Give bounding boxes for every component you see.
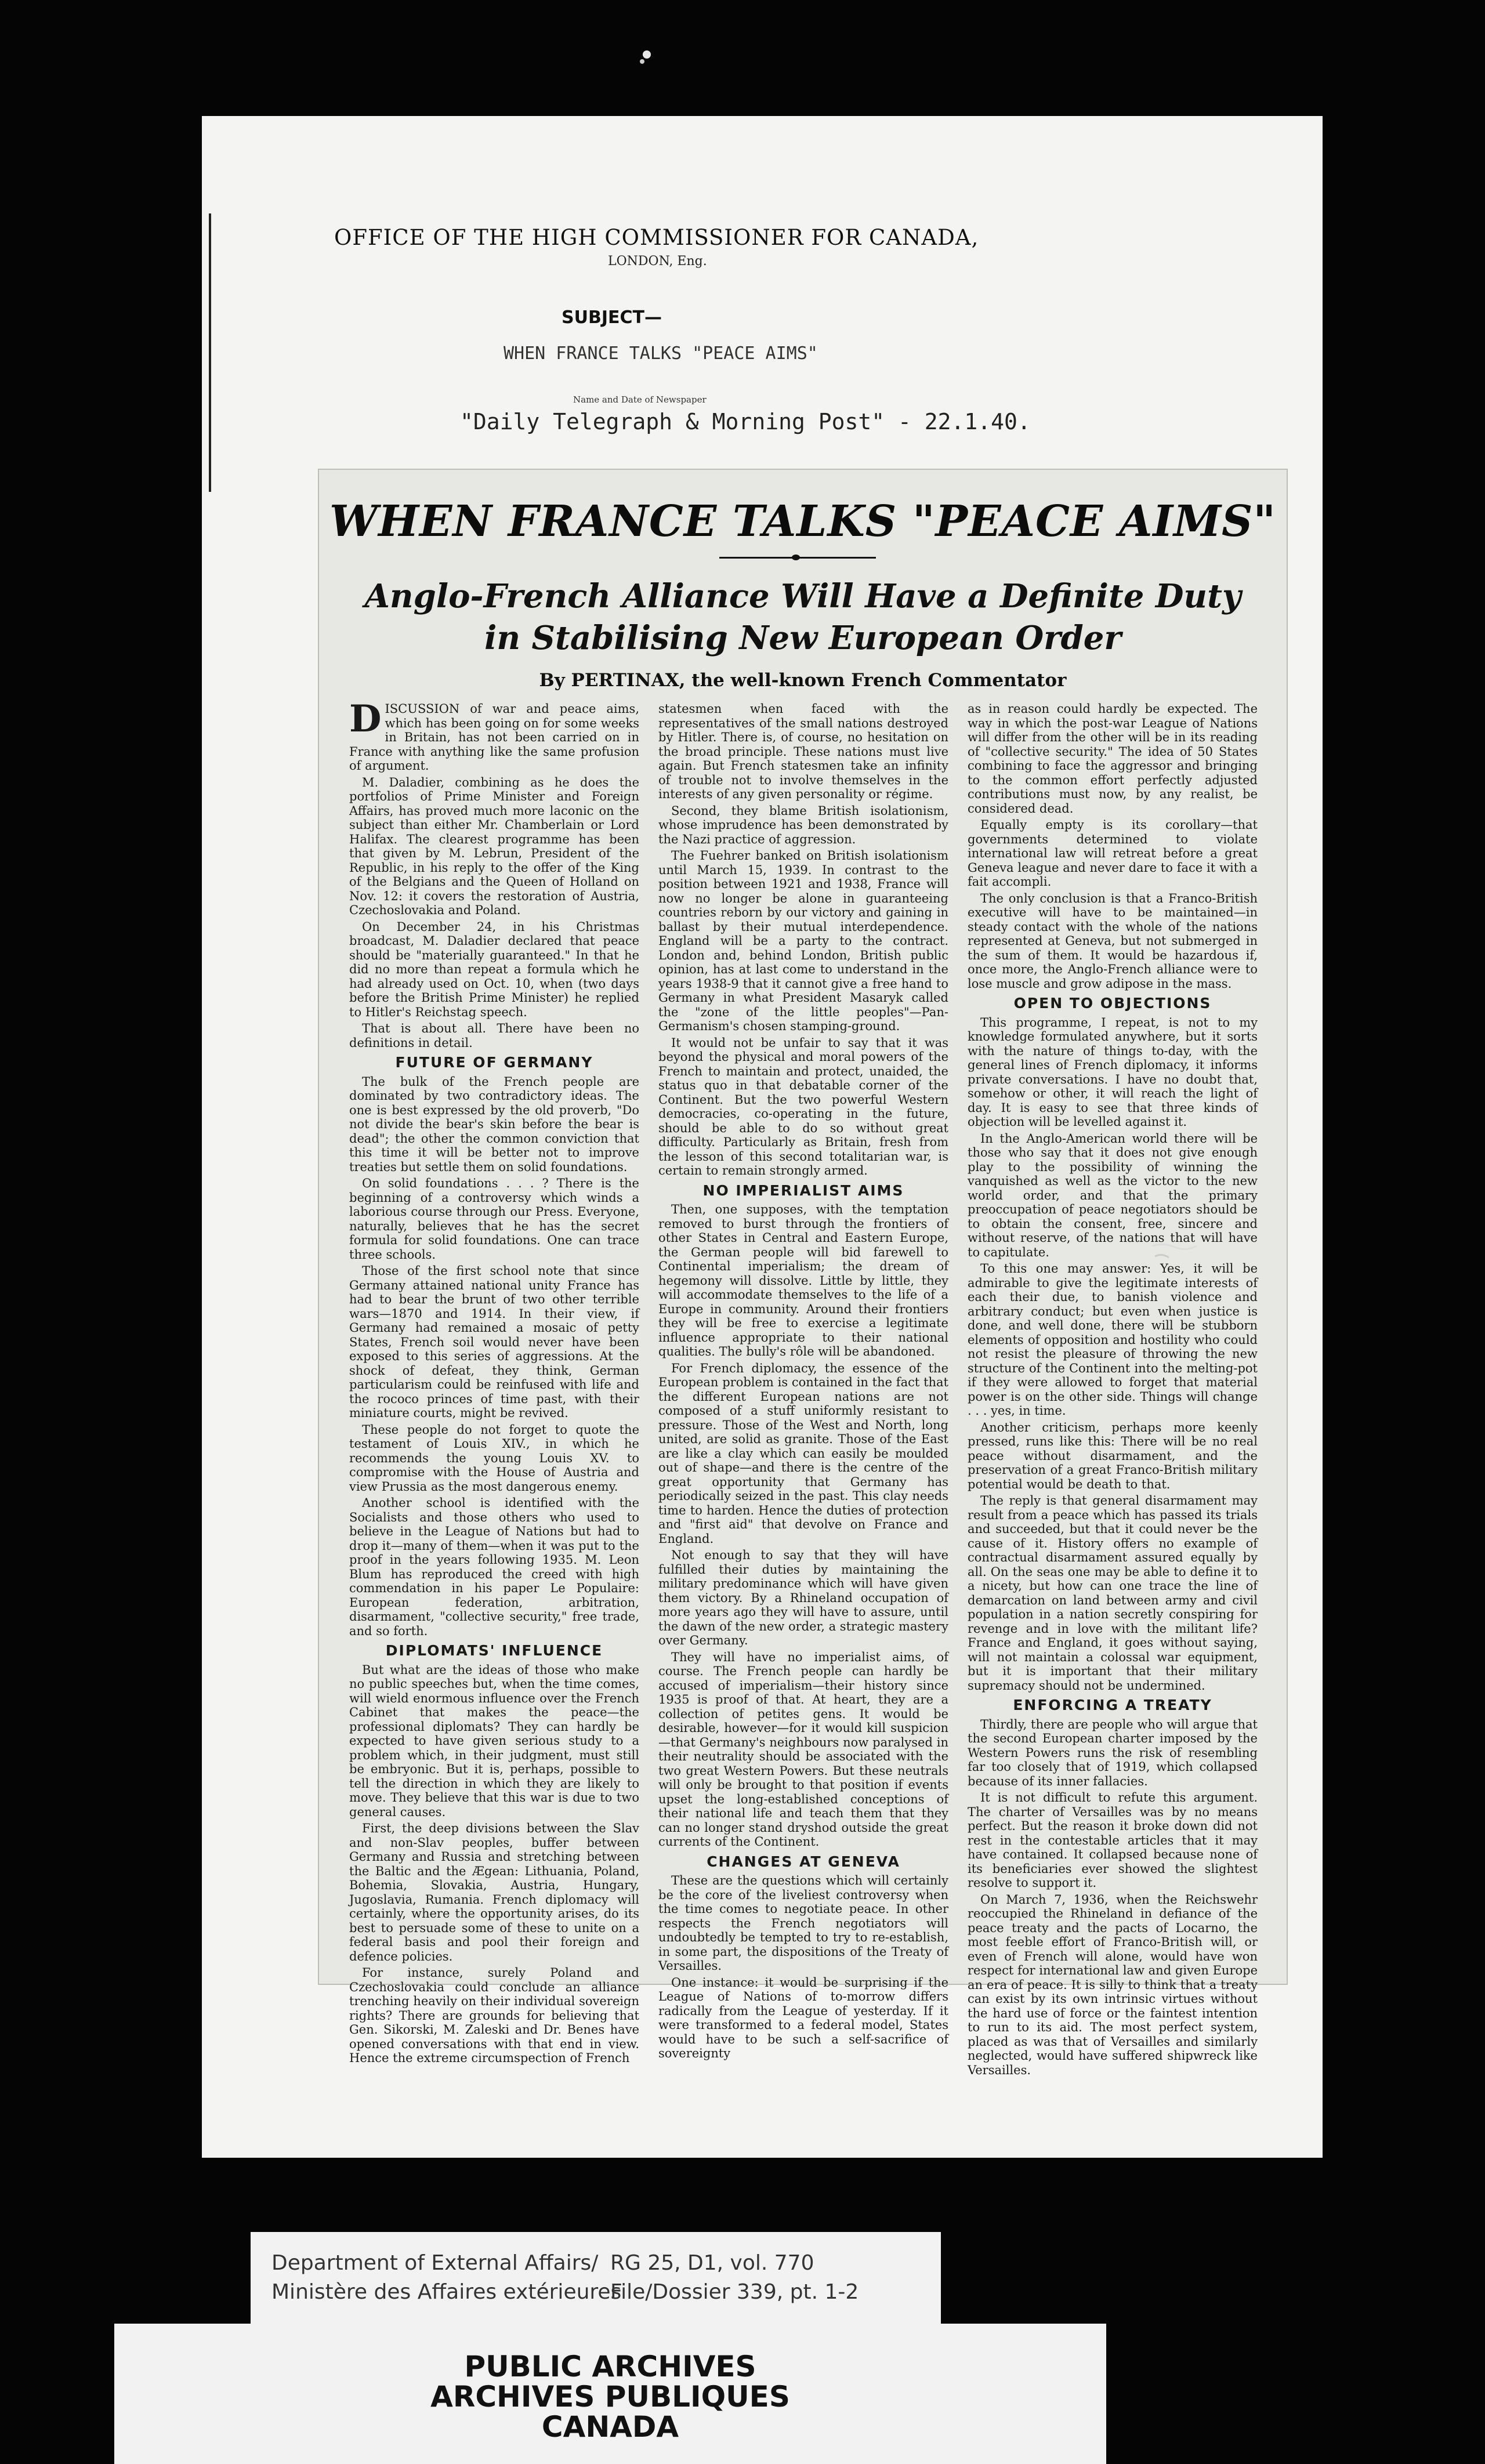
paragraph: For French diplomacy, the essence of the European problem is contained in the fact that the different European nations are not composed of a stuff uniformly resistant to pressure. Those of the West and North, long united, are solid as granite. Those of the East are like a clay which can easily be moulded out of shape—and there is the centre of the great opportunity that Germany has periodically seized in the past. This clay needs time to harden. Hence the duties of protection and "first aid" that devolve on France and England. xyxy=(658,1361,948,1546)
paragraph: Another school is identified with the Socialists and those others who used to believe in the League of Nations but had to drop it—many of them—when it was put to the proof in the years following 1935. M. Leon Blum has reproduced the creed with high commendation in his paper Le Populaire: European federation, arbitration, disarmament, "collective security," free trade, and so forth. xyxy=(349,1496,639,1638)
drop-cap: D xyxy=(349,697,382,741)
section-heading: NO IMPERIALIST AIMS xyxy=(702,1182,904,1199)
paragraph: Not enough to say that they will have fulfilled their duties by maintaining the military predominance which will have given them victory. By a Rhineland occupation of more years ago they will have to assure, until the dawn of the new order, a strategic mastery over Germany. xyxy=(658,1548,949,1647)
paragraph: That is about all. There have been no definitions in detail. xyxy=(349,1021,639,1050)
paragraph: The reply is that general disarmament may result from a peace which has passed its trials and succeeded, but that it could never be the cause of it. History offers no example of contractual disarmament assured equally by all. On the seas one may be able to define it to a nicety, but how can one trace the line of demarcation on land between army and civil population in a nation secretly conspiring for revenge and in love with the militant life? France and England, it goes without saying, will not maintain a colossal war equipment, but it is important that their military supremacy should not be undermined. xyxy=(968,1494,1258,1693)
document-sheet xyxy=(202,116,1323,2158)
section-heading: CHANGES AT GENEVA xyxy=(707,1853,900,1870)
record-group-reference: RG 25, D1, vol. 770 xyxy=(610,2251,814,2275)
paragraph: DISCUSSION of war and peace aims, which has been going on for some weeks in Britain, has not been carried on in France with anything like the same profusion of argument. xyxy=(349,697,639,773)
paragraph: statesmen when faced with the representatives of the small nations destroyed by Hitler. There is, of course, no hesitation on the broad principle. These nations must live again. But French statesmen take an infinity of trouble not to involve themselves in the interests of any given personality or régime. xyxy=(658,702,948,801)
paragraph: They will have no imperialist aims, of course. The French people can hardly be accused of imperialism—their history since 1935 is proof of that. At heart, they are a collection of petites gens. It would be desirable, however—for it would kill suspicion—that Germany's neighbours now paralysed in their neutrality should be associated with the two great Western Powers. But these neutrals will only be brought to that position if events upset the long-established conceptions of their national life and teach them that they can no longer stand dryshod outside the great currents of the Continent. xyxy=(658,1650,948,1849)
article-column-2 xyxy=(658,702,949,2060)
paragraph: The Fuehrer banked on British isolationism until March 15, 1939. In contrast to the position between 1921 and 1938, France will now no longer be alone in guaranteeing countries reborn by our victory and gaining in ballast by their mutual interdependence. England will be a party to the contract. London and, behind London, British public opinion, has at last come to understand in the years 1938-9 that it cannot give a free hand to Germany in what President Masaryk called the "zone of the little peoples"—Pan-Germanism's chosen stamping-ground. xyxy=(658,849,948,1033)
archives-country: CANADA xyxy=(541,2410,679,2444)
paragraph: The bulk of the French people are dominated by two contradictory ideas. The one is best expressed by the old proverb, "Do not divide the bear's skin before the bear is dead"; the other the common conviction that this time it will be better not to improve treaties but settle them on solid foundations. xyxy=(349,1074,639,1174)
office-city: LONDON, Eng. xyxy=(608,254,707,269)
article-subheadline xyxy=(319,575,1287,659)
paragraph: To this one may answer: Yes, it will be admirable to give the legitimate interests of each their due, to banish violence and arbitrary conduct; but even when justice is done, and well done, there will be stubborn elements of opposition and hostility who could not resist the pleasure of throwing the new structure of the Continent into the melting-pot if they were allowed to forget that material power is on the other side. Things will change . . . yes, in time. xyxy=(968,1262,1258,1418)
newspaper-value: "Daily Telegraph & Morning Post" - 22.1.40. xyxy=(460,409,1031,434)
paragraph: Second, they blame British isolationism, whose imprudence has been demonstrated by the Nazi practice of aggression. xyxy=(658,803,948,846)
section-heading: FUTURE OF GERMANY xyxy=(395,1054,593,1071)
subheadline-line-1: Anglo-French Alliance Will Have a Definite Duty xyxy=(364,577,1241,615)
paragraph: It is not difficult to refute this argument. The charter of Versailles was by no means perfect. But the reason it broke down did not rest in the contestable articles that it may have contained. It collapsed because none of its beneficiaries ever showed the slightest resolve to support it. xyxy=(968,1791,1258,1890)
public-archives-label xyxy=(114,2324,1106,2464)
paragraph: Thirdly, there are people who will argue that the second European charter imposed by the Western Powers runs the risk of resembling far too closely that of 1919, which collapsed because of its inner fallacies. xyxy=(968,1717,1258,1788)
office-title: OFFICE OF THE HIGH COMMISSIONER FOR CANADA, xyxy=(334,225,979,250)
paragraph: The only conclusion is that a Franco-British executive will have to be maintained—in steady contact with the whole of the nations represented at Geneva, but not submerged in the sum of them. It would be hazardous if, once more, the Anglo-French alliance were to lose muscle and grow adipose in the mass. xyxy=(968,891,1258,991)
margin-annotation-mark xyxy=(1151,1241,1198,1264)
paragraph: On March 7, 1936, when the Reichswehr reoccupied the Rhineland in defiance of the peace treaty and the pacts of Locarno, the most feeble effort of Franco-British will, or even of French will alone, would have won respect for international law and given Europe an era of peace. It is silly to think that a treaty can exist by its own intrinsic virtues without the hard use of force or the faintest intention to run to its aid. The most perfect system, placed as was that of Versailles and similarly neglected, would have suffered shipwreck like Versailles. xyxy=(968,1892,1258,2077)
paragraph: as in reason could hardly be expected. The way in which the post-war League of Nations will differ from the other will be in its reading of "collective security." The idea of 50 States combining to face the aggressor and bringing to the common effort perfectly adjusted contributions must now, by any realist, be considered dead. xyxy=(968,702,1258,816)
subject-value: WHEN FRANCE TALKS "PEACE AIMS" xyxy=(504,343,818,364)
article-byline: By PERTINAX, the well-known French Commentator xyxy=(539,670,1067,691)
paragraph: One instance: it would be surprising if the League of Nations of to-morrow differs radically from the League of yesterday. If it were transformed to a federal model, States would have to be such a self-sacrifice of sovereignty xyxy=(658,1975,948,2060)
department-name-en: Department of External Affairs/ xyxy=(271,2251,599,2275)
subject-label: SUBJECT— xyxy=(562,307,662,328)
department-name-fr: Ministère des Affaires extérieures xyxy=(271,2280,622,2304)
paragraph: Then, one supposes, with the temptation removed to burst through the frontiers of other States in Central and Eastern Europe, the German people will bid farewell to Continental imperialism; the dream of hegemony will dissolve. Little by little, they will accommodate themselves to the life of a Europe in community. Around their frontiers they will be free to exercise a legitimate influence appropriate to their national qualities. The bully's rôle will be abandoned. xyxy=(658,1202,948,1358)
paragraph: But what are the ideas of those who make no public speeches but, when the time comes, will wield enormous influence over the French Cabinet that makes the peace—the professional diplomats? They can hardly be expected to have given serious study to a problem which, in their judgment, must still be embryonic. But it is, perhaps, possible to tell the direction in which they are likely to move. They believe that this war is due to two general causes. xyxy=(349,1662,639,1819)
article-column-3 xyxy=(968,702,1258,2077)
paragraph: For instance, surely Poland and Czechoslovakia could conclude an alliance trenching heavily on their individual sovereign rights? There are grounds for believing that Gen. Sikorski, M. Zaleski and Dr. Benes have opened conversations with that end in view. Hence the extreme circumspection of French xyxy=(349,1966,639,2065)
letterhead-rule xyxy=(209,213,211,492)
newspaper-label: Name and Date of Newspaper xyxy=(573,394,707,405)
archives-name-fr: ARCHIVES PUBLIQUES xyxy=(430,2380,790,2414)
film-speck-mark xyxy=(635,46,658,70)
newspaper-clipping xyxy=(318,469,1288,2077)
section-heading: OPEN TO OBJECTIONS xyxy=(1013,995,1212,1012)
paragraph: This programme, I repeat, is not to my knowledge formulated anywhere, but it sorts with the nature of things to-day, with the general lines of French diplomacy, it informs private conversations. I have no doubt that, somehow or other, it will reach the light of day. It is easy to see that three kinds of objection will be levelled against it. xyxy=(968,1015,1258,1129)
paragraph: On December 24, in his Christmas broadcast, M. Daladier declared that peace should be "materially guaranteed." In that he did no more than repeat a formula which he had already used on Oct. 10, when (two days before the British Prime Minister) he replied to Hitler's Reichstag speech. xyxy=(349,919,639,1019)
paragraph: These people do not forget to quote the testament of Louis XIV., in which he recommends the young Louis XV. to compromise with the House of Austria and view Prussia as the most dangerous enemy. xyxy=(349,1422,639,1494)
paragraph: Equally empty is its corollary—that governments determined to violate international law will retreat before a great Geneva league and never dare to face it with a fait accompli. xyxy=(968,818,1258,889)
subheadline-line-2: in Stabilising New European Order xyxy=(484,619,1121,657)
paragraph: It would not be unfair to say that it was beyond the physical and moral powers of the French to maintain and protect, unaided, the status quo in that debatable corner of the Continent. But the two powerful Western democracies, co-operating in the future, should be able to do so without great difficulty. Particularly as Britain, fresh from the lesson of this second totalitarian war, is certain to remain strongly armed. xyxy=(658,1035,948,1177)
paragraph: M. Daladier, combining as he does the portfolios of Prime Minister and Foreign Affairs, has proved much more laconic on the subject than either Mr. Chamberlain or Lord Halifax. The clearest programme has been that given by M. Lebrun, President of the Republic, in his reply to the offer of the King of the Belgians and the Queen of Holland on Nov. 12: it covers the restoration of Austria, Czechoslovakia and Poland. xyxy=(349,775,639,917)
paragraph: First, the deep divisions between the Slav and non-Slav peoples, buffer between Germany and Russia and stretching between the Baltic and the Ægean: Lithuania, Poland, Bohemia, Slovakia, Austria, Hungary, Jugoslavia, Rumania. French diplomacy will certainly, where the opportunity arises, do its best to persuade some of these to unite on a federal basis and pool their foreign and defence policies. xyxy=(349,1821,639,1963)
article-column-1 xyxy=(349,697,639,2065)
section-heading: ENFORCING A TREATY xyxy=(1013,1697,1212,1713)
section-heading: DIPLOMATS' INFLUENCE xyxy=(385,1642,603,1659)
paragraph: Another criticism, perhaps more keenly pressed, runs like this: There will be no real peace without disarmament, and the preservation of a great Franco-British military potential would be death to that. xyxy=(968,1420,1258,1491)
paragraph: These are the questions which will certainly be the core of the liveliest controversy when the time comes to negotiate peace. In other respects the French negotiators will undoubtedly be tempted to try to re-establish, in some part, the dispositions of the Treaty of Versailles. xyxy=(658,1874,948,1973)
paragraph: In the Anglo-American world there will be those who say that it does not give enough play to the possibility of winning the vanquished as well as the victor to the new world order, and that the primary preoccupation of peace negotiators should be to obtain the consent, free, sincere and without reserve, of the nations that will have to capitulate. xyxy=(968,1131,1258,1259)
headline-ornament xyxy=(719,555,876,560)
file-dossier-reference: File/Dossier 339, pt. 1-2 xyxy=(610,2280,859,2304)
paragraph: On solid foundations . . . ? There is the beginning of a controversy which winds a laborious course through our Press. Everyone, naturally, believes that he has the secret formula for solid foundations. One can trace three schools. xyxy=(349,1176,639,1262)
archives-name-en: PUBLIC ARCHIVES xyxy=(464,2350,756,2383)
paragraph: Those of the first school note that since Germany attained national unity France has had to bear the brunt of two other terrible wars—1870 and 1914. In their view, if Germany had remained a mosaic of petty States, French soil would never have been exposed to this series of aggressions. At the shock of defeat, they think, German particularism could be reinfused with life and the rococo princes of time past, with their miniature courts, might be revived. xyxy=(349,1264,639,1420)
article-headline: WHEN FRANCE TALKS "PEACE AIMS" xyxy=(329,497,1276,546)
